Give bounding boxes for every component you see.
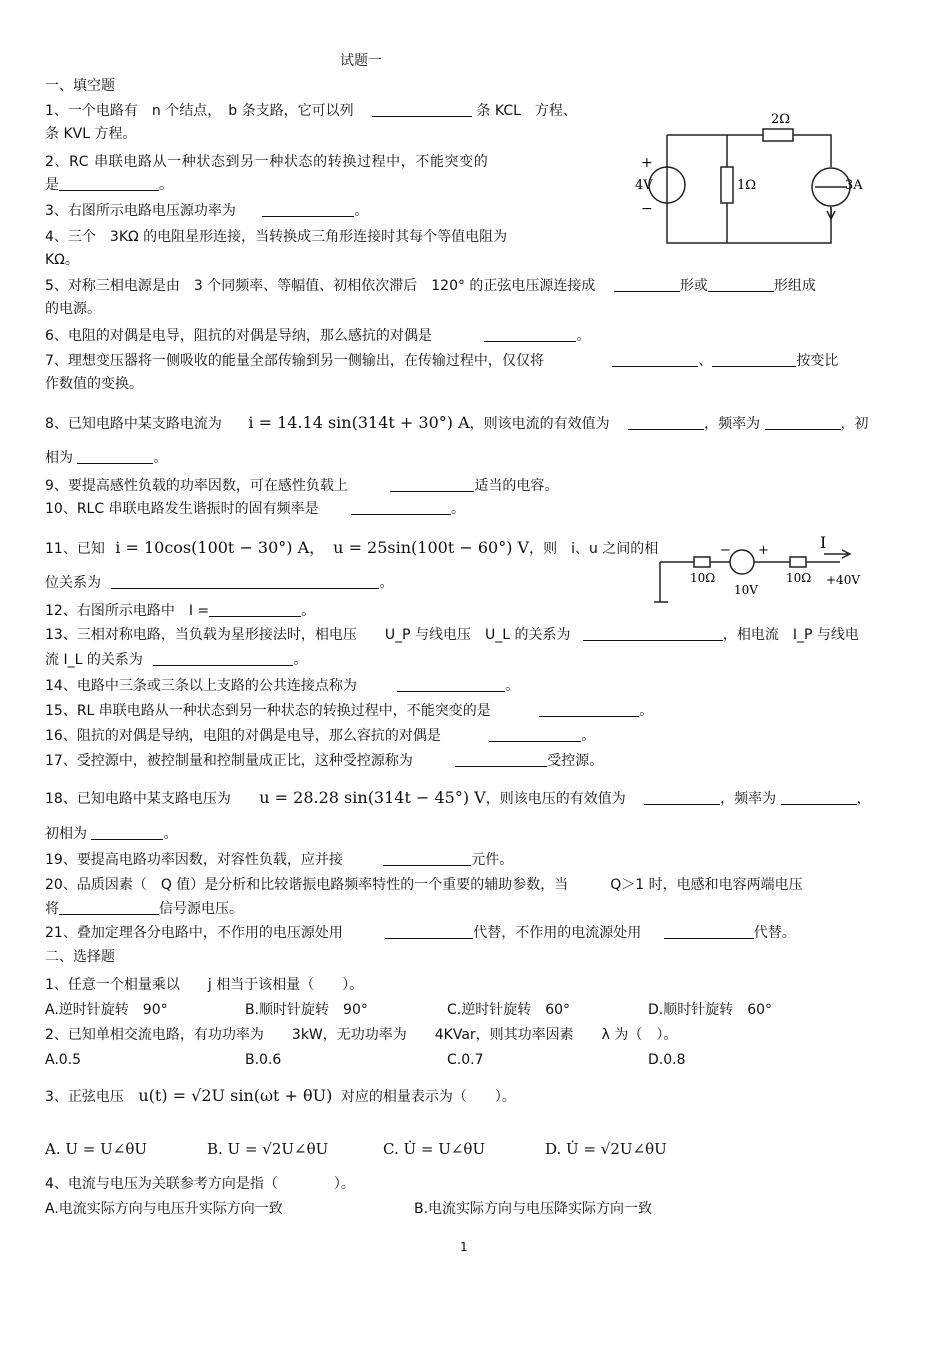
q9-blank [390,477,474,492]
q6-line [45,327,590,345]
q21-text-b: 代替，不作用的电流源处用 [473,925,642,941]
q14-end: 。 [505,678,520,694]
q3-text: 3、右图所示电路电压源功率为 [45,203,236,219]
q18-blank2 [781,790,857,805]
c3-option-d: D. U̇ = √2U∠θU [545,1140,667,1158]
q12-line [45,602,315,620]
q6-blank [484,327,576,342]
q21-text: 21、叠加定理各分电路中，不作用的电压源处用 [45,925,343,941]
q15-text: 15、RL 串联电路从一种状态到另一种状态的转换过程中，不能突变的是 [45,703,491,719]
q20-line2 [45,900,243,918]
q2-end: 。 [159,177,173,193]
q5-text-c: 形组成 [773,278,816,294]
q18-text-c: ，频率为 [720,791,777,807]
c3-text-b: 对应的相量表示为（ ）。 [340,1089,516,1105]
q14-text: 14、电路中三条或三条以上支路的公共连接点称为 [45,678,357,694]
q7-line1 [45,352,838,370]
c1-option-c: C.逆时针旋转 60° [447,1002,571,1018]
q9-text: 9、要提高感性负载的功率因数，可在感性负载上 [45,478,348,494]
q20-blank [59,900,159,915]
q10-line [45,500,465,518]
c4-option-b: B.电流实际方向与电压降实际方向一致 [414,1201,653,1217]
c3-question [45,1083,516,1110]
q13-line2 [45,651,307,669]
q5-text-b: 形或 [679,278,708,294]
q18-text: 18、已知电路中某支路电压为 [45,791,231,807]
q21-line [45,924,796,942]
q20-text-b: 将 [45,901,59,917]
q7-sep: 、 [698,353,713,369]
q5-blank2 [708,277,774,292]
c4-option-a: A.电流实际方向与电压升实际方向一致 [45,1201,283,1217]
q16-line [45,727,595,745]
circuit-figure-1 [625,105,870,250]
fig2-r2: 10Ω [786,571,812,585]
c3-option-b: B. U = √2U∠θU [207,1140,329,1158]
q5-blank1 [614,277,680,292]
fig2-vs: 10V [734,583,758,597]
c1-question: 1、任意一个相量乘以 j 相当于该相量（ ）。 [45,977,364,993]
c2-option-a: A.0.5 [45,1052,82,1068]
q3-line [45,202,368,220]
q8-text-c: ，频率为 [704,416,761,432]
c3-text: 3、正弦电压 [45,1089,124,1105]
q19-blank [383,851,471,866]
c1-option-b: B.顺时针旋转 90° [245,1002,368,1018]
q18-formula: u = 28.28 sin(314t − 45°) V [259,788,486,807]
q8-text-b: ，则该电流的有效值为 [469,416,610,432]
c2-option-d: D.0.8 [648,1052,686,1068]
q5-line2: 的电源。 [45,301,101,317]
q8-line1 [45,410,869,437]
q2-line1: 2、RC 串联电路从一种状态到另一种状态的转换过程中，不能突变的 [45,154,489,170]
q10-blank [351,500,451,515]
q15-blank [539,702,639,717]
q9-line [45,477,558,495]
q14-blank [397,677,505,692]
q18-end: 。 [163,826,178,842]
q13-text-c: 流 I_L 的关系为 [45,652,143,668]
q12-blank [209,602,301,617]
fig1-vs-label: 4V [635,178,653,193]
q8-blank2 [765,415,841,430]
q7-text: 7、理想变压器将一侧吸收的能量全部传输到另一侧输出，在传输过程中，仅仅将 [45,353,544,369]
c1-option-d: D.顺时针旋转 60° [648,1002,773,1018]
section-choice-heading: 二、选择题 [45,949,115,965]
q21-text-c: 代替。 [753,925,796,941]
q6-text: 6、电阻的对偶是电导，阻抗的对偶是导纳，那么感抗的对偶是 [45,328,432,344]
q18-line1 [45,785,871,812]
c3-formula: u(t) = √2U sin(ωt + θU) [138,1086,333,1105]
q13-blank1 [583,626,723,641]
q13-text-b: ，相电流 I_P 与线电 [722,627,859,643]
q11-text-c: 位关系为 [45,575,101,591]
q18-blank3 [91,825,163,840]
q8-text-e: 相为 [45,450,73,466]
q9-text-b: 适当的电容。 [474,478,559,494]
q8-line2 [45,449,167,467]
q11-formula: i = 10cos(100t − 30°) A， u = 25sin(100t − 60°) V [115,538,530,557]
q18-text-b: ，则该电压的有效值为 [485,791,626,807]
q3-blank [262,202,354,217]
q11-text: 11、已知 [45,541,105,557]
c3-option-c: C. U̇ = U∠θU [383,1140,486,1158]
c4-question: 4、电流与电压为关联参考方向是指（ ）。 [45,1176,355,1192]
q2-blank [59,176,159,191]
q5-text: 5、对称三相电源是由 3 个同频率、等幅值、初相依次滞后 120° 的正弦电压源连接成 [45,278,596,294]
fig2-minus: − [720,543,731,558]
q16-end: 。 [581,728,596,744]
q20-text-c: 信号源电压。 [159,901,243,917]
c2-question: 2、已知单相交流电路，有功功率为 3kW，无功功率为 4KVar，则其功率因素 λ 为（ ）。 [45,1027,678,1043]
q8-blank3 [77,449,153,464]
q15-end: 。 [639,703,654,719]
q17-line [45,752,603,770]
fig2-out: +40V [826,573,860,587]
q5-line1 [45,277,816,295]
q1-line2: 条 KVL 方程。 [45,126,137,142]
section-fill-heading: 一、填空题 [45,78,115,94]
fig2-plus: + [758,543,769,558]
q15-line [45,702,653,720]
q4-line1: 4、三个 3KΩ 的电阻星形连接，当转换成三角形连接时其每个等值电阻为 [45,229,508,245]
q8-formula: i = 14.14 sin(314t + 30°) A [248,413,470,432]
circuit-figure-2 [650,532,880,608]
fig1-r-mid: 1Ω [737,178,757,193]
q7-blank1 [612,352,698,367]
fig2-r1: 10Ω [690,571,716,585]
q21-blank2 [664,924,754,939]
q11-end: 。 [379,575,394,591]
q17-text-b: 受控源。 [547,753,604,769]
q18-line2 [45,825,177,843]
q1-text: 1、一个电路有 n 个结点， b 条支路，它可以列 [45,103,354,119]
c2-option-b: B.0.6 [245,1052,282,1068]
fig1-cs-label: 3A [845,178,863,193]
q7-text-c: 按变比 [796,353,839,369]
q12-end: 。 [301,603,316,619]
q11-line2 [45,574,393,592]
q19-line [45,851,513,869]
q4-line2: KΩ。 [45,252,79,268]
q11-text-b: ，则 i、u 之间的相 [529,541,659,557]
q16-blank [489,727,581,742]
q3-end: 。 [354,203,369,219]
c3-option-a: A. U = U∠θU [45,1140,147,1158]
q17-text: 17、受控源中，被控制量和控制量成正比，这种受控源称为 [45,753,413,769]
q7-blank2 [712,352,796,367]
q8-end: 。 [153,450,168,466]
c1-option-a: A.逆时针旋转 90° [45,1002,168,1018]
q11-blank [111,574,379,589]
c2-option-c: C.0.7 [447,1052,484,1068]
fig1-minus: − [641,201,653,217]
q17-blank [455,752,547,767]
q19-text-b: 元件。 [471,852,514,868]
q1-text-kcl: 条 KCL 方程、 [476,103,577,119]
q21-blank1 [385,924,473,939]
q18-blank1 [644,790,720,805]
q10-end: 。 [451,501,466,517]
q2-text: 是 [45,177,59,193]
q8-blank1 [628,415,704,430]
q20-line1: 20、品质因素（ Q 值）是分析和比较谐振电路频率特性的一个重要的辅助参数，当 Q＞1 时，电感和电容两端电压 [45,877,803,893]
q8-text-d: ，初 [840,416,869,432]
q6-end: 。 [576,328,591,344]
fig2-current-label: I [820,533,827,552]
q19-text: 19、要提高电路功率因数，对容性负载，应并接 [45,852,343,868]
q14-line [45,677,519,695]
page-number: 1 [460,1240,468,1254]
page-title: 试题一 [340,53,382,69]
q13-end: 。 [293,652,308,668]
q2-line2 [45,176,173,194]
q1-blank-kcl [372,102,472,117]
q16-text: 16、阻抗的对偶是导纳，电阻的对偶是电导，那么容抗的对偶是 [45,728,441,744]
q7-line2: 作数值的变换。 [45,376,143,392]
q18-text-e: 初相为 [45,826,87,842]
q13-text: 13、三相对称电路，当负载为星形接法时，相电压 U_P 与线电压 U_L 的关系为 [45,627,571,643]
q1-line1 [45,102,577,120]
q13-blank2 [153,651,293,666]
q13-line1 [45,626,859,644]
q10-text: 10、RLC 串联电路发生谐振时的固有频率是 [45,501,319,517]
q8-text: 8、已知电路中某支路电流为 [45,416,222,432]
fig1-plus: + [641,155,653,171]
fig1-r-top: 2Ω [771,112,791,127]
q12-text: 12、右图所示电路中 I = [45,603,210,619]
q11-line1 [45,535,658,562]
q18-text-d: ， [856,791,871,807]
